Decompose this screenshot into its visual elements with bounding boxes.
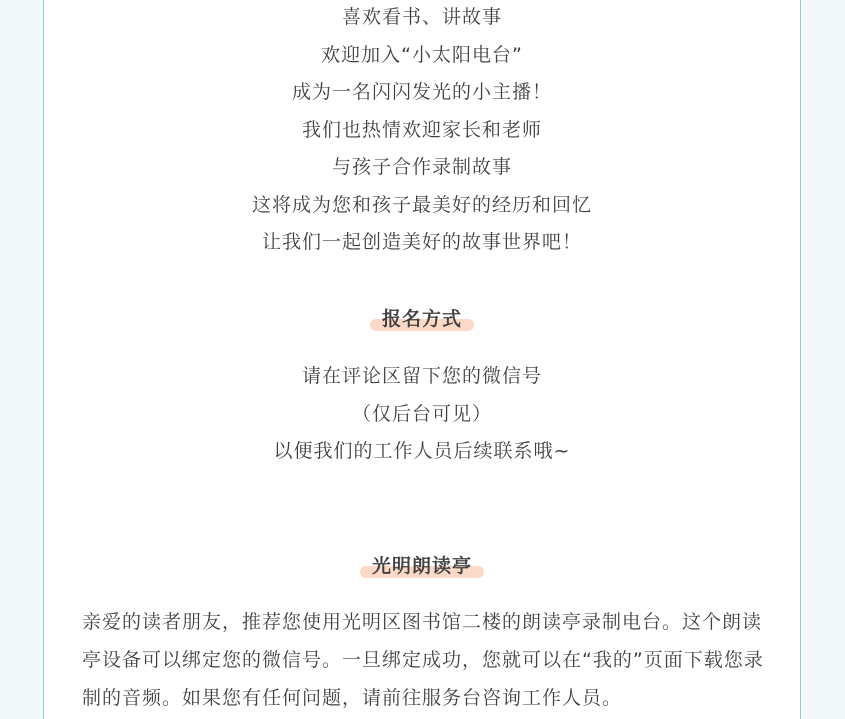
- intro-line-5: 与孩子合作录制故事: [331, 156, 512, 178]
- signup-line-2: （仅后台可见）: [351, 403, 492, 425]
- intro-line-7: 让我们一起创造美好的故事世界吧！: [261, 231, 582, 253]
- booth-heading: [44, 553, 800, 579]
- intro-line-3: 成为一名闪闪发光的小主播！: [291, 81, 552, 103]
- article-card: [43, 0, 801, 719]
- signup-line-1: 请在评论区留下您的微信号: [301, 365, 542, 387]
- signup-line-3: 以便我们的工作人员后续联系哦~: [273, 440, 571, 462]
- booth-heading-text: 光明朗读亭: [371, 555, 472, 577]
- intro-line-6: 这将成为您和孩子最美好的经历和回忆: [251, 194, 592, 216]
- intro-line-4: 我们也热情欢迎家长和老师: [301, 119, 542, 141]
- signup-heading: [44, 306, 800, 332]
- intro-line-2: 欢迎加入“小太阳电台”: [321, 44, 523, 66]
- booth-paragraph: 亲爱的读者朋友，推荐您使用光明区图书馆二楼的朗读亭录制电台。这个朗读亭设备可以绑定您的微信号。一旦绑定成功，您就可以在“我的”页面下载您录制的音频。如果您有任何问题，请前往服务台咨询工作人员。: [82, 611, 764, 709]
- signup-heading-text: 报名方式: [381, 308, 462, 330]
- intro-line-1: 喜欢看书、讲故事: [341, 6, 502, 28]
